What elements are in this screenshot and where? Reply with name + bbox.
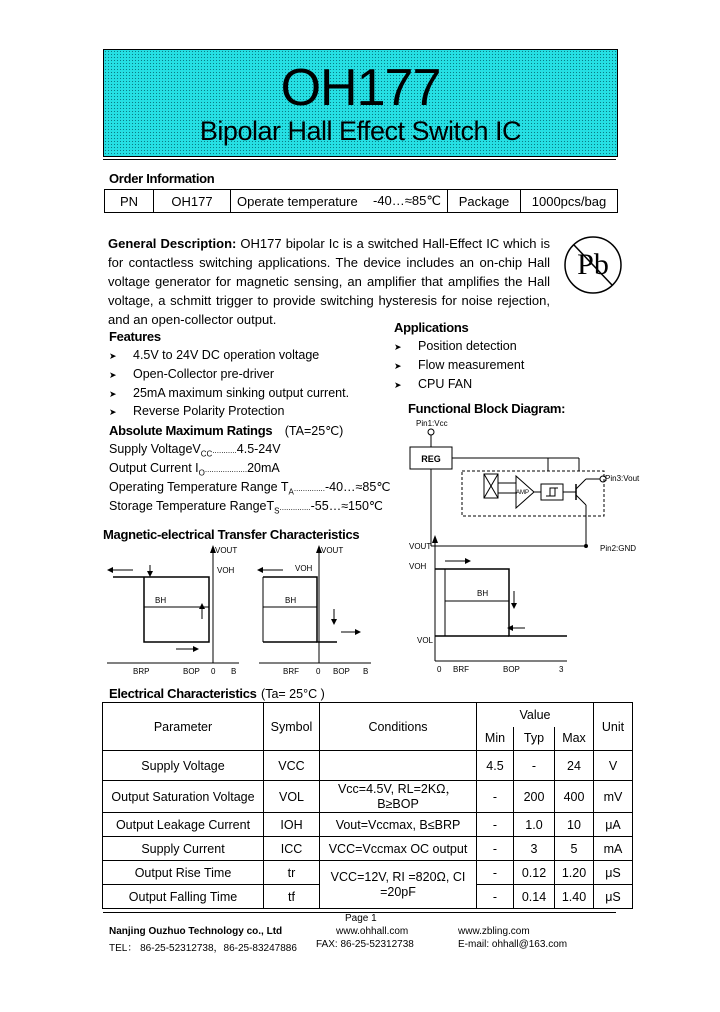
bullet-arrow-icon: ➤: [394, 342, 402, 352]
svg-text:0: 0: [437, 665, 442, 674]
order-cell: Operate temperature: [231, 190, 368, 213]
pin1-label: Pin1:Vcc: [416, 419, 448, 428]
website-link[interactable]: www.ohhall.com: [336, 926, 409, 937]
table-row: Supply Voltage VCC 4.5 - 24 V: [103, 751, 633, 781]
header-parameter: Parameter: [103, 703, 264, 751]
product-title: OH177: [280, 59, 441, 117]
reg-label: REG: [421, 454, 441, 464]
order-cell: Package: [447, 190, 520, 213]
amp-label: AMP: [516, 490, 530, 496]
svg-text:VOUT: VOUT: [321, 546, 344, 555]
feature-item: ➤ 25mA maximum sinking output current.: [109, 386, 350, 400]
header-conditions: Conditions: [320, 703, 477, 751]
general-description: [108, 234, 550, 329]
pb-free-logo: [562, 234, 624, 296]
svg-text:BH: BH: [477, 589, 489, 598]
electrical-condition: (Ta= 25°C ): [261, 687, 325, 701]
bullet-arrow-icon: ➤: [394, 380, 402, 390]
svg-text:BRF: BRF: [453, 665, 469, 674]
svg-text:VOUT: VOUT: [409, 542, 432, 551]
divider: [103, 159, 616, 160]
email-link[interactable]: E-mail: ohhall@163.com: [458, 939, 568, 950]
header-min: Min: [477, 727, 514, 751]
header-typ: Typ: [514, 727, 555, 751]
svg-text:0: 0: [211, 667, 216, 676]
rating-row: Output Current $I_O...................20mA$: [109, 461, 280, 478]
bullet-arrow-icon: ➤: [109, 407, 117, 417]
table-row: Output Rise Time tr VCC=12V, RI =820Ω, CI =20pF - 0.12 1.20 μS: [103, 861, 633, 885]
features-heading: Features: [109, 329, 161, 344]
svg-text:VOH: VOH: [217, 566, 235, 575]
website-link[interactable]: www.zbling.com: [458, 926, 530, 937]
bullet-arrow-icon: ➤: [109, 351, 117, 361]
order-table: [104, 189, 618, 213]
feature-item: ➤ Open-Collector pre-driver: [109, 367, 275, 381]
fax-number: FAX: 86-25-52312738: [316, 939, 414, 950]
header-unit: Unit: [594, 703, 633, 751]
bullet-arrow-icon: ➤: [109, 370, 117, 380]
order-cell: -40…≈85℃: [367, 190, 447, 213]
applications-heading: Applications: [394, 320, 469, 335]
page-number: Page 1: [345, 913, 377, 924]
bullet-arrow-icon: ➤: [109, 389, 117, 399]
svg-text:BOP: BOP: [183, 667, 200, 676]
rating-row: Operating Temperature Range $T_A..............-40\dots\approx 85℃$: [109, 480, 391, 497]
electrical-table: [102, 702, 633, 909]
header-value: Value: [477, 703, 594, 727]
svg-text:BH: BH: [155, 596, 167, 605]
svg-text:3: 3: [559, 665, 564, 674]
table-row: Supply Current ICC VCC=Vccmax OC output - 3 5 mA: [103, 837, 633, 861]
order-cell: PN: [105, 190, 154, 213]
order-heading: Order Information: [109, 171, 215, 186]
company-name: Nanjing Ouzhuo Technology co., Ltd: [109, 926, 283, 937]
svg-text:BOP: BOP: [503, 665, 520, 674]
block-diagram-heading: Functional Block Diagram:: [408, 401, 566, 416]
order-cell: OH177: [154, 190, 231, 213]
title-banner: [103, 49, 618, 157]
table-row: Output Falling Time tf - 0.14 1.40 μS: [103, 885, 633, 909]
feature-item: ➤ Reverse Polarity Protection: [109, 404, 285, 418]
description-label: General Description:: [108, 236, 237, 251]
bullet-arrow-icon: ➤: [394, 361, 402, 371]
rating-row: Storage Temperature RangeT$_S$..............-55…≈150℃: [109, 499, 383, 516]
feature-item: ➤ 4.5V to 24V DC operation voltage: [109, 348, 320, 362]
schmitt-trigger: [541, 484, 563, 500]
svg-text:BOP: BOP: [333, 667, 350, 676]
svg-text:VOL: VOL: [417, 636, 434, 645]
transfer-heading: Magnetic-electrical Transfer Characteristics: [103, 527, 360, 542]
svg-text:VOH: VOH: [409, 562, 427, 571]
svg-text:VOUT: VOUT: [215, 546, 238, 555]
svg-text:0: 0: [316, 667, 321, 676]
application-item: ➤ Position detection: [394, 339, 517, 353]
symbol-vcc: VCC: [278, 758, 305, 773]
svg-text:VOH: VOH: [295, 564, 313, 573]
electrical-heading: Electrical Characteristics: [109, 686, 257, 701]
ratings-condition: (TA=25℃): [284, 424, 344, 438]
svg-text:B: B: [363, 667, 369, 676]
electrical-heading-row: [109, 685, 325, 703]
pin3-label: Pin3:Vout: [605, 474, 640, 483]
svg-text:BRF: BRF: [283, 667, 299, 676]
svg-text:B: B: [231, 667, 237, 676]
product-subtitle: Bipolar Hall Effect Switch IC: [199, 116, 522, 146]
transfer-curve-1: [103, 541, 243, 683]
description-text: OH177 bipolar Ic is a switched Hall-Effect IC which is for contactless switching applications. The device includes an on-chip Hall voltage generator for magnetic sensing, an amplifier that amplifies the Hall voltage, a schmitt trigger to provide switching hysteresis for noise rejection, and an open-collector output.: [108, 236, 550, 327]
table-row: Output Leakage Current IOH Vout=Vccmax, B≤BRP - 1.0 10 μA: [103, 813, 633, 837]
svg-text:BH: BH: [285, 596, 297, 605]
pb-logo-text: Pb: [577, 248, 609, 281]
application-item: ➤ Flow measurement: [394, 358, 525, 372]
rating-row: Supply VoltageV$_{CC}$...........4.5-24V: [109, 442, 281, 459]
header-symbol: Symbol: [264, 703, 320, 751]
phone-numbers: TEL： 86-25-52312738，86-25-83247886: [109, 943, 297, 954]
table-row: Output Saturation Voltage VOL Vcc=4.5V, RL=2KΩ， B≥BOP - 200 400 mV: [103, 781, 633, 813]
ratings-heading-row: [109, 422, 343, 440]
svg-text:BRP: BRP: [133, 667, 150, 676]
header-max: Max: [555, 727, 594, 751]
pin2-label: Pin2:GND: [600, 544, 637, 553]
ratings-heading: Absolute Maximum Ratings: [109, 423, 273, 438]
application-item: ➤ CPU FAN: [394, 377, 473, 391]
order-cell: 1000pcs/bag: [520, 190, 617, 213]
transfer-curve-2: [255, 541, 375, 683]
transfer-curve-3: [405, 531, 570, 681]
